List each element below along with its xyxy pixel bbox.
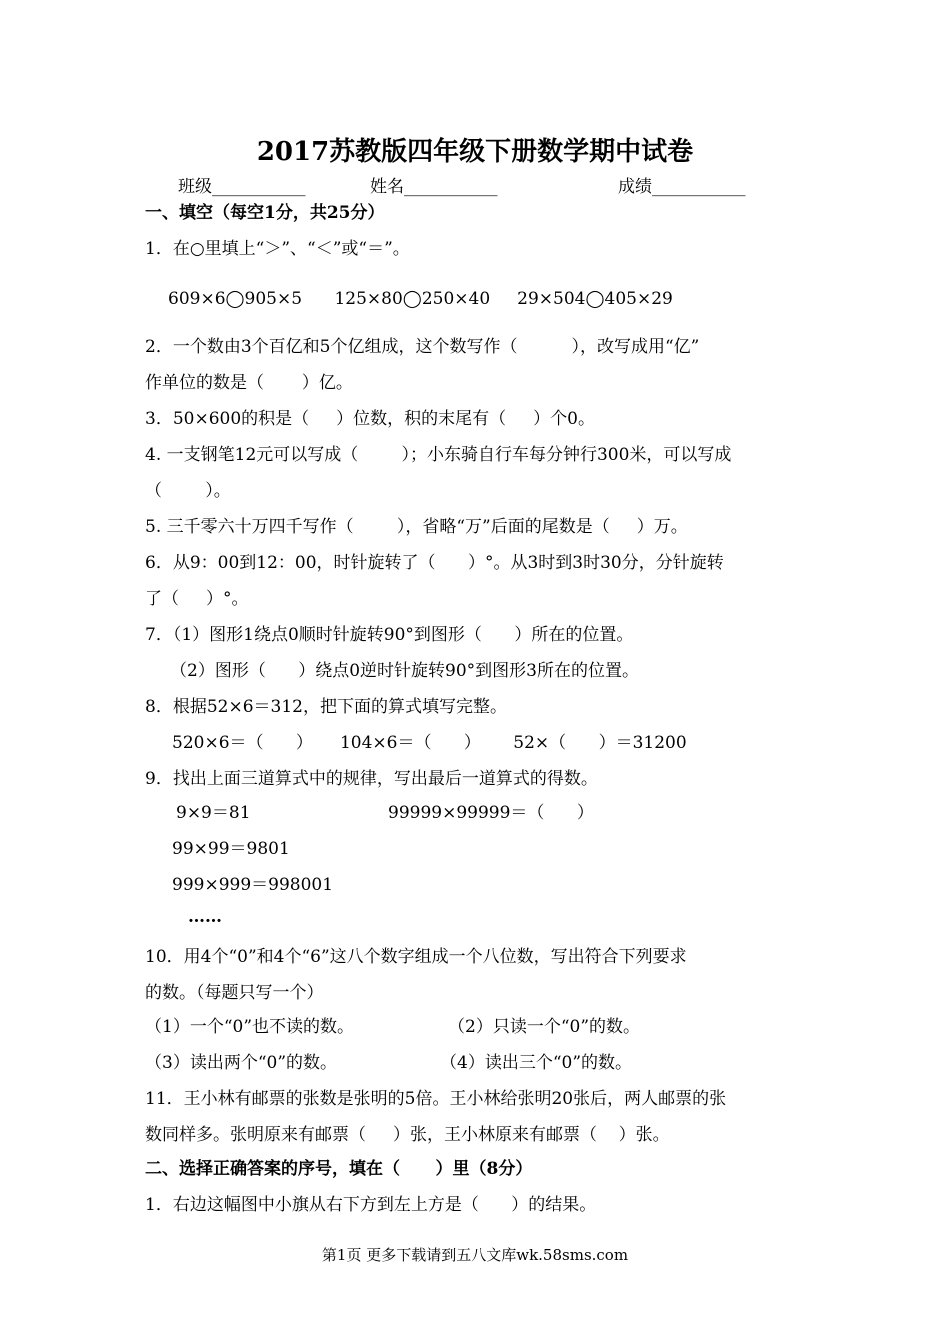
question-line: （4）读出三个“0”的数。 bbox=[440, 1053, 633, 1073]
question-line: 9×9＝81 bbox=[176, 803, 251, 823]
question-line: 999×999＝998001 bbox=[172, 875, 334, 895]
score-field: 成绩___________ bbox=[618, 177, 746, 197]
question-line: 的数。（每题只写一个） bbox=[145, 983, 324, 1003]
question-line: 99×99＝9801 bbox=[172, 839, 290, 859]
question-line: （2）图形（ ）绕点0逆时针旋转90°到图形3所在的位置。 bbox=[170, 661, 640, 681]
question-line: 9．找出上面三道算式中的规律，写出最后一道算式的得数。 bbox=[145, 769, 598, 789]
question-line: （1）一个“0”也不读的数。 bbox=[145, 1017, 355, 1037]
question-line: 1．右边这幅图中小旗从右下方到左上方是（ ）的结果。 bbox=[145, 1195, 597, 1215]
question-line: 4. 一支钢笔12元可以写成（ ）；小东骑自行车每分钟行300米，可以写成 bbox=[145, 445, 732, 465]
question-line: 6．从9：00到12：00，时针旋转了（ ）°。从3时到3时30分，分针旋转 bbox=[145, 553, 724, 573]
question-line: 3．50×600的积是（ ）位数，积的末尾有（ ）个0。 bbox=[145, 409, 595, 429]
question-line: 1．在○里填上“＞”、“＜”或“＝”。 bbox=[145, 239, 410, 259]
section1-heading: 一、填空（每空1分，共25分） bbox=[145, 203, 385, 223]
class-field: 班级___________ bbox=[178, 177, 306, 197]
question-line: 7．（1）图形1绕点0顺时针旋转90°到图形（ ）所在的位置。 bbox=[145, 625, 634, 645]
question-line: 10．用4个“0”和4个“6”这八个数字组成一个八位数，写出符合下列要求 bbox=[145, 947, 687, 967]
question-line: …… bbox=[188, 907, 222, 927]
question-line: 520×6＝（ ） 104×6＝（ ） 52×（ ）＝31200 bbox=[172, 733, 687, 753]
question-line: 11．王小林有邮票的张数是张明的5倍。王小林给张明20张后，两人邮票的张 bbox=[145, 1089, 727, 1109]
question-line: 作单位的数是（ ）亿。 bbox=[145, 373, 353, 393]
question-line: （2）只读一个“0”的数。 bbox=[448, 1017, 641, 1037]
question-line: 5. 三千零六十万四千写作（ ），省略“万”后面的尾数是（ ）万。 bbox=[145, 517, 688, 537]
question-line: 8．根据52×6＝312，把下面的算式填写完整。 bbox=[145, 697, 507, 717]
question-line: （ ）。 bbox=[145, 481, 231, 501]
question-line: 99999×99999＝（ ） bbox=[388, 803, 594, 823]
name-field: 姓名___________ bbox=[370, 177, 498, 197]
question-line: 609×6◯905×5 125×80◯250×40 29×504◯405×29 bbox=[168, 289, 673, 309]
page-title: 2017苏教版四年级下册数学期中试卷 bbox=[256, 137, 694, 167]
page-footer: 第1页 更多下载请到五八文库wk.58sms.com bbox=[321, 1246, 629, 1264]
question-line: （3）读出两个“0”的数。 bbox=[145, 1053, 338, 1073]
question-line: 2．一个数由3个百亿和5个亿组成，这个数写作（ ），改写成用“亿” bbox=[145, 337, 700, 357]
question-line: 数同样多。张明原来有邮票（ ）张，王小林原来有邮票（ ）张。 bbox=[145, 1125, 670, 1145]
section2-heading: 二、选择正确答案的序号，填在（ ）里（8分） bbox=[145, 1159, 533, 1179]
question-line: 了（ ）°。 bbox=[145, 589, 249, 609]
